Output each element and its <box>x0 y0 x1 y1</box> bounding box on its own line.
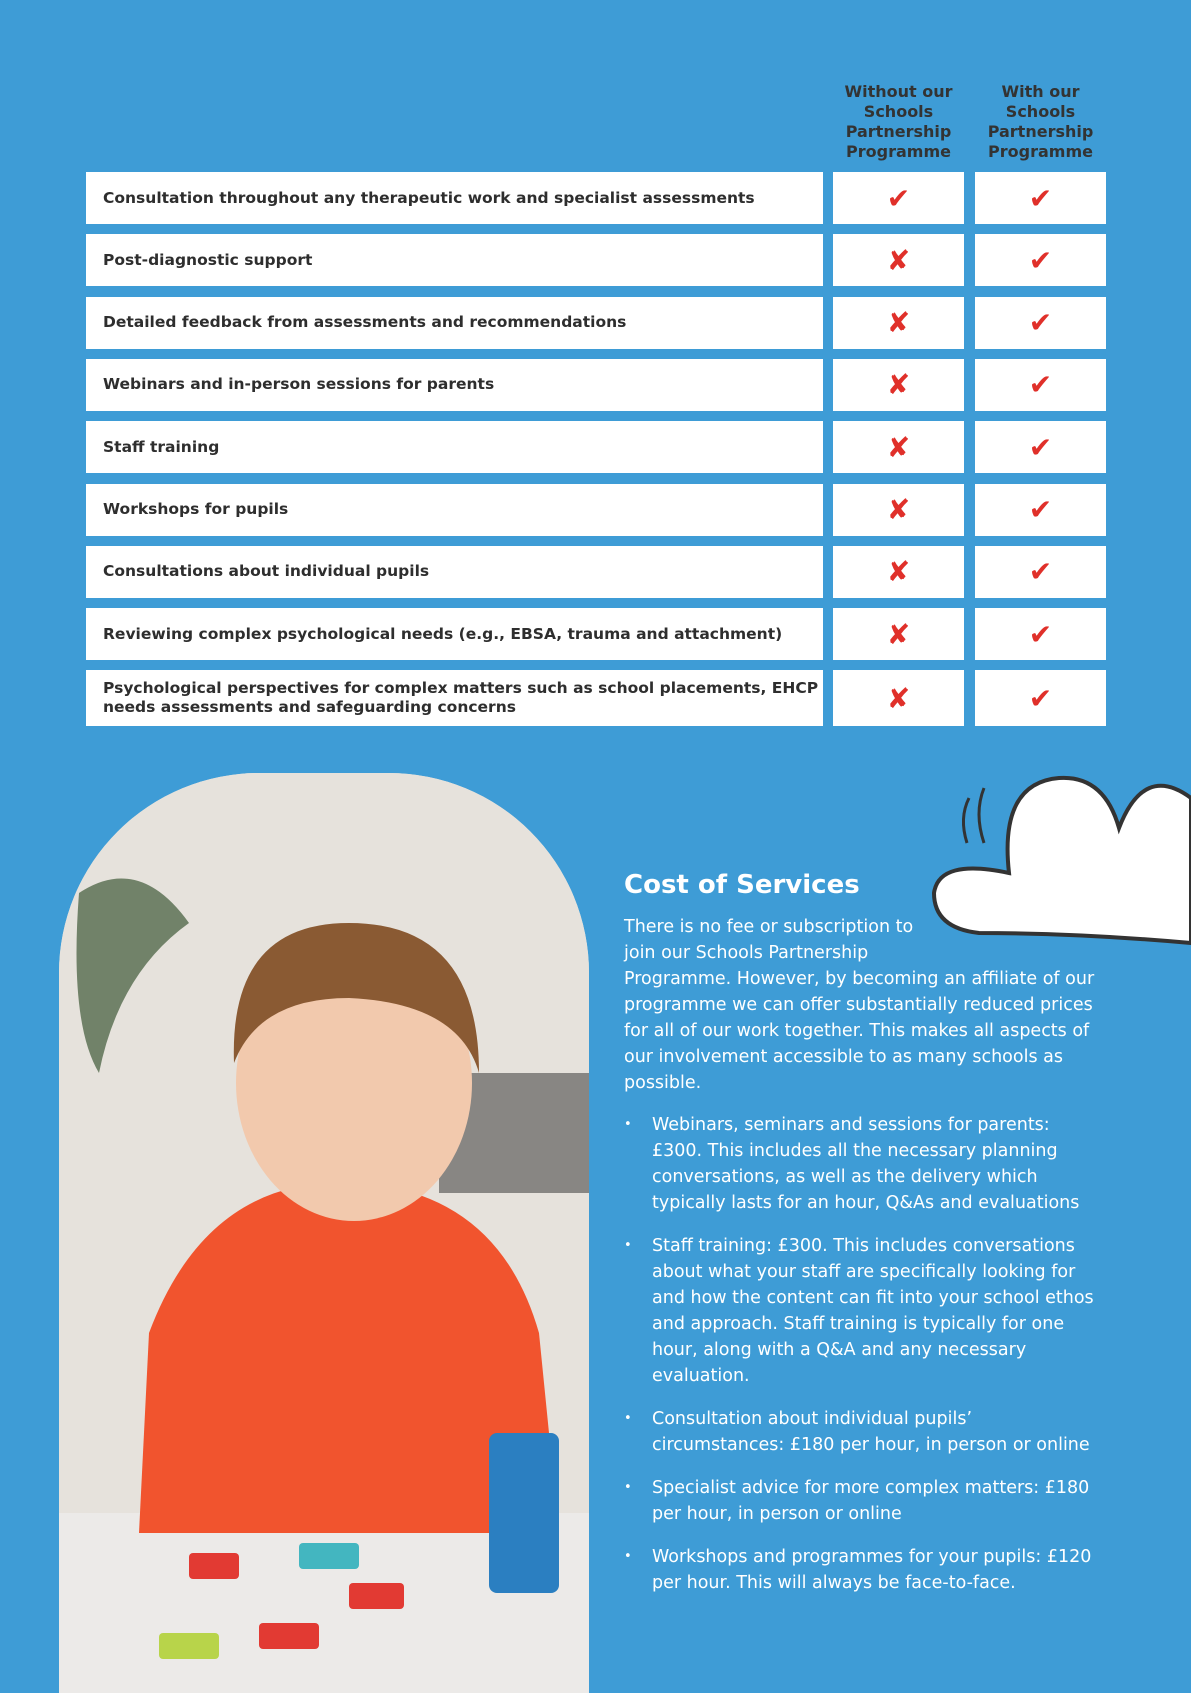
cross-icon: ✘ <box>833 546 964 598</box>
row-label: Webinars and in-person sessions for parents <box>86 359 823 411</box>
check-icon: ✔ <box>975 172 1106 224</box>
cross-icon: ✘ <box>833 670 964 726</box>
cross-icon: ✘ <box>833 297 964 349</box>
row-label: Consultation throughout any therapeutic work and specialist assessments <box>86 172 823 224</box>
table-row <box>86 608 1106 660</box>
table-row <box>86 172 1106 224</box>
price-item: • Specialist advice for more complex matters: £180 per hour, in person or online <box>652 1475 1104 1527</box>
cross-icon: ✘ <box>833 484 964 536</box>
row-label: Post-diagnostic support <box>86 234 823 286</box>
table-row <box>86 297 1106 349</box>
row-label: Workshops for pupils <box>86 484 823 536</box>
cross-icon: ✘ <box>833 608 964 660</box>
cost-intro: There is no fee or subscription to join our Schools Partnership Programme. However, by becoming an affiliate of our programme we can offer substantially reduced prices for all of our work together. This makes all aspects of our involvement accessible to as many schools as possible. <box>624 917 1095 1093</box>
price-item: • Staff training: £300. This includes conversations about what your staff are specifically looking for and how the content can fit into your school ethos and approach. Staff training is typically for one hour, along with a Q&A and any necessary evaluation. <box>652 1233 1104 1389</box>
check-icon: ✔ <box>975 421 1106 473</box>
cross-icon: ✘ <box>833 421 964 473</box>
cloud-spacer <box>924 914 1104 966</box>
check-icon: ✔ <box>975 234 1106 286</box>
column-header-without: Without our Schools Partnership Programme <box>844 82 953 161</box>
table-row <box>86 670 1106 726</box>
table-row <box>86 421 1106 473</box>
check-icon: ✔ <box>975 608 1106 660</box>
price-item: • Workshops and programmes for your pupils: £120 per hour. This will always be face-to-face. <box>652 1544 1104 1596</box>
price-item: • Consultation about individual pupils’ circumstances: £180 per hour, in person or online <box>652 1406 1104 1458</box>
check-icon: ✔ <box>833 172 964 224</box>
table-row <box>86 546 1106 598</box>
cross-icon: ✘ <box>833 359 964 411</box>
row-label: Psychological perspectives for complex matters such as school placements, EHCP needs assessments and safeguarding concerns <box>86 670 823 726</box>
check-icon: ✔ <box>975 297 1106 349</box>
child-photo <box>59 773 589 1693</box>
price-list <box>624 1112 1104 1596</box>
table-row <box>86 484 1106 536</box>
table-row <box>86 359 1106 411</box>
column-header-with: With our Schools Partnership Programme <box>987 82 1094 161</box>
price-item: • Webinars, seminars and sessions for parents: £300. This includes all the necessary planning conversations, as well as the delivery which typically lasts for an hour, Q&As and evaluations <box>652 1112 1104 1216</box>
check-icon: ✔ <box>975 484 1106 536</box>
check-icon: ✔ <box>975 546 1106 598</box>
cross-icon: ✘ <box>833 234 964 286</box>
row-label: Consultations about individual pupils <box>86 546 823 598</box>
table-row <box>86 234 1106 286</box>
cost-section <box>624 870 1104 1613</box>
row-label: Reviewing complex psychological needs (e.g., EBSA, trauma and attachment) <box>86 608 823 660</box>
check-icon: ✔ <box>975 359 1106 411</box>
row-label: Detailed feedback from assessments and recommendations <box>86 297 823 349</box>
check-icon: ✔ <box>975 670 1106 726</box>
cost-title: Cost of Services <box>624 870 860 900</box>
row-label: Staff training <box>86 421 823 473</box>
